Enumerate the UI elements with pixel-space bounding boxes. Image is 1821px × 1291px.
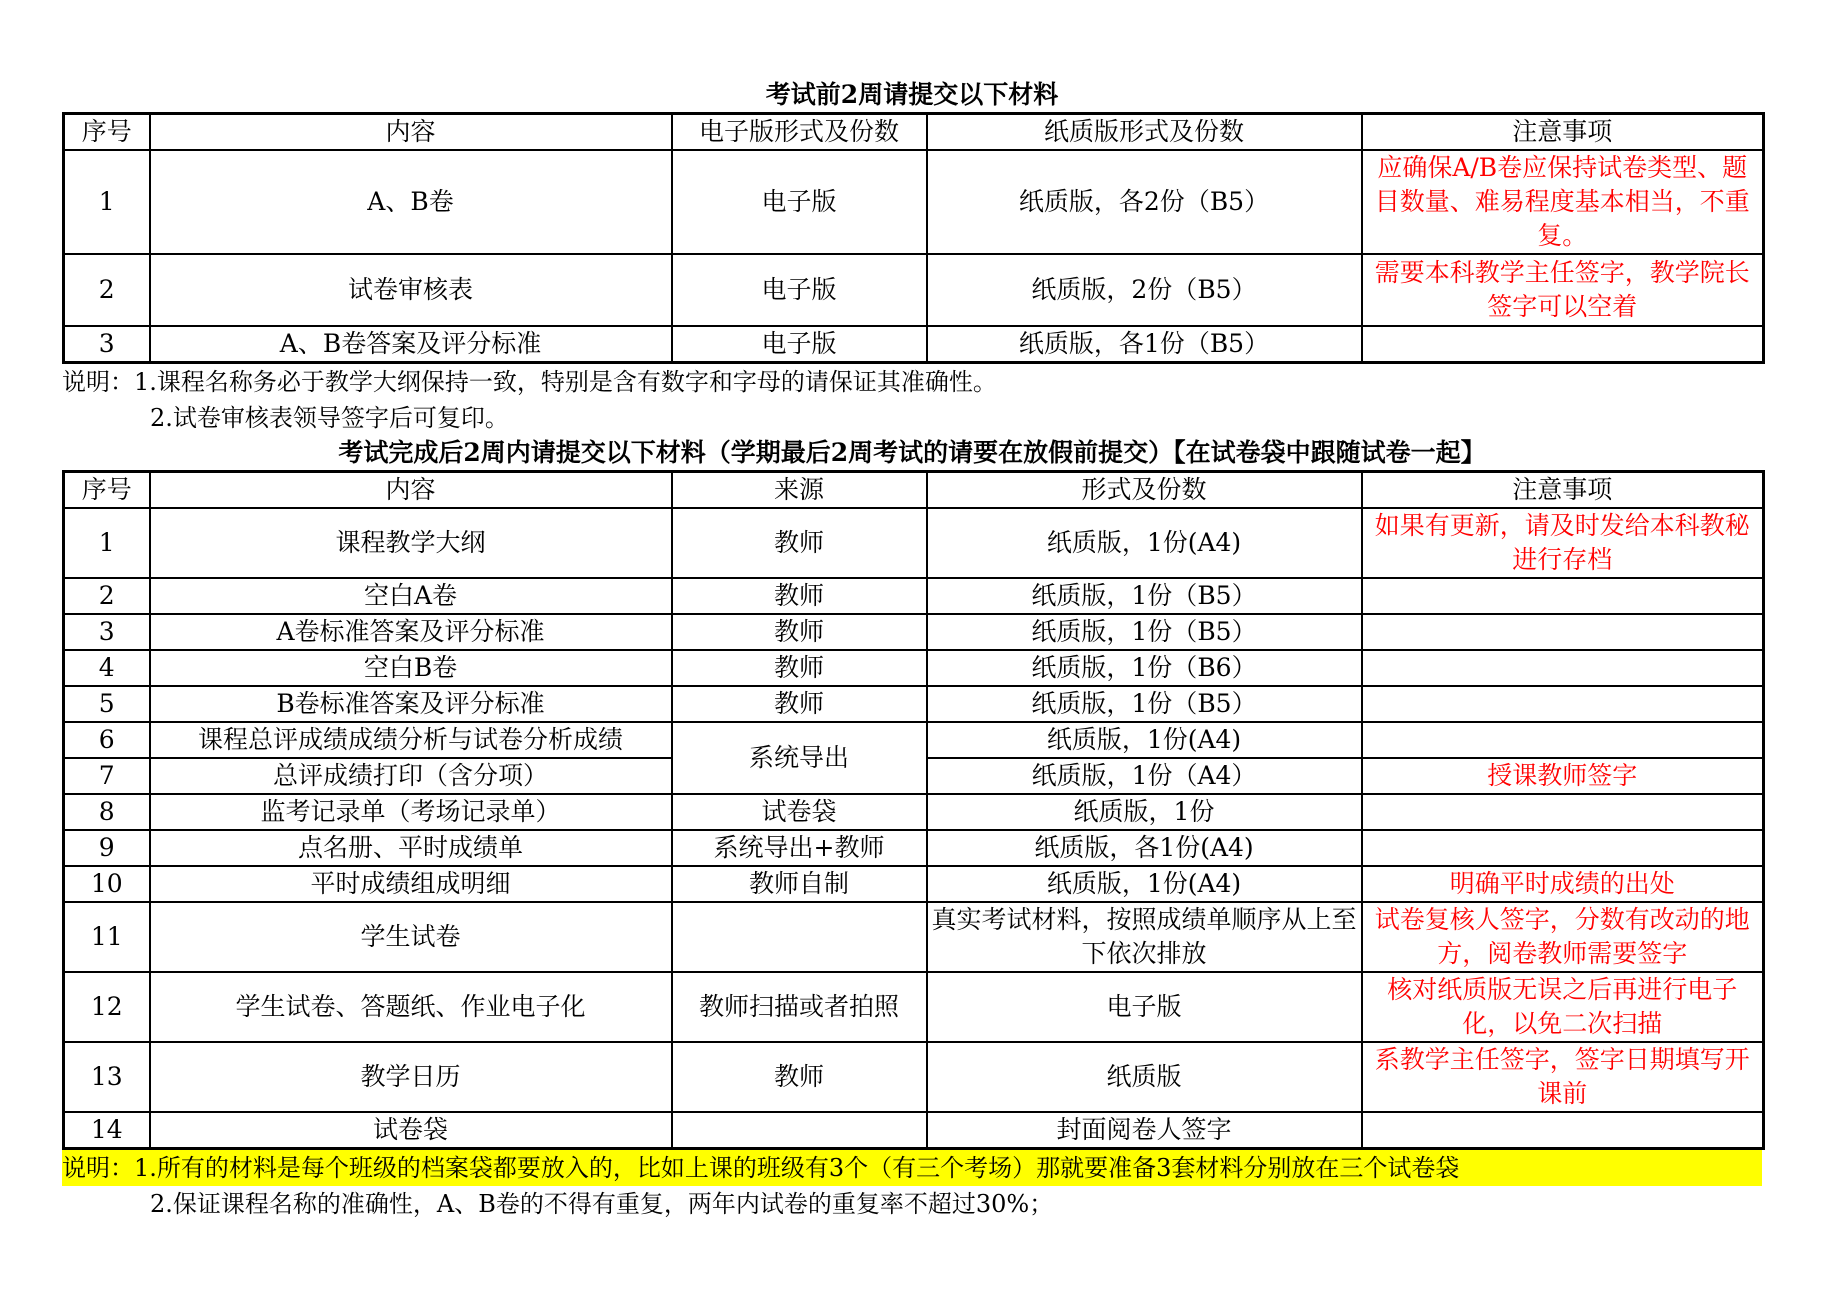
cell-form[interactable]: 纸质版，1份（B5） [927, 686, 1362, 722]
cell-content[interactable]: A卷标准答案及评分标准 [150, 614, 672, 650]
cell-note[interactable]: 试卷复核人签字，分数有改动的地方，阅卷教师需要签字 [1362, 902, 1764, 972]
cell-paper[interactable]: 纸质版，各1份（B5） [927, 326, 1362, 363]
cell-source[interactable] [672, 1112, 927, 1149]
cell-content[interactable]: 试卷袋 [150, 1112, 672, 1149]
cell-note[interactable]: 明确平时成绩的出处 [1362, 866, 1764, 902]
cell-source[interactable] [672, 902, 927, 972]
header-cell[interactable]: 注意事项 [1362, 472, 1764, 509]
cell-paper[interactable]: 纸质版，各2份（B5） [927, 150, 1362, 254]
table-header-row [64, 114, 1764, 151]
cell-form[interactable]: 纸质版，1份（B5） [927, 614, 1362, 650]
table-row [64, 508, 1764, 578]
cell-source[interactable]: 教师 [672, 614, 927, 650]
cell-no[interactable]: 10 [64, 866, 150, 902]
table-row [64, 1112, 1764, 1149]
cell-form[interactable]: 封面阅卷人签字 [927, 1112, 1362, 1149]
cell-note[interactable]: 授课教师签字 [1362, 758, 1764, 794]
cell-note[interactable] [1362, 614, 1764, 650]
cell-note[interactable] [1362, 650, 1764, 686]
cell-form[interactable]: 纸质版，1份(A4) [927, 508, 1362, 578]
header-cell[interactable]: 序号 [64, 472, 150, 509]
cell-note[interactable] [1362, 686, 1764, 722]
table-row [64, 578, 1764, 614]
header-cell[interactable]: 形式及份数 [927, 472, 1362, 509]
header-cell[interactable]: 内容 [150, 472, 672, 509]
cell-no[interactable]: 9 [64, 830, 150, 866]
cell-no[interactable]: 2 [64, 578, 150, 614]
table-row [64, 722, 1764, 758]
cell-source[interactable]: 教师扫描或者拍照 [672, 972, 927, 1042]
section1-table [62, 112, 1765, 364]
cell-source[interactable]: 教师 [672, 578, 927, 614]
header-cell[interactable]: 电子版形式及份数 [672, 114, 927, 151]
cell-content[interactable]: 监考记录单（考场记录单） [150, 794, 672, 830]
cell-note[interactable]: 应确保A/B卷应保持试卷类型、题目数量、难易程度基本相当，不重复。 [1362, 150, 1764, 254]
cell-content[interactable]: B卷标准答案及评分标准 [150, 686, 672, 722]
cell-form[interactable]: 真实考试材料，按照成绩单顺序从上至下依次排放 [927, 902, 1362, 972]
cell-electronic[interactable]: 电子版 [672, 326, 927, 363]
table-row [64, 254, 1764, 326]
cell-content[interactable]: 教学日历 [150, 1042, 672, 1112]
section2-table [62, 470, 1765, 1150]
table-header-row [64, 472, 1764, 509]
cell-note[interactable]: 如果有更新，请及时发给本科教秘进行存档 [1362, 508, 1764, 578]
cell-content[interactable]: 课程总评成绩成绩分析与试卷分析成绩 [150, 722, 672, 758]
remark-label: 说明： [62, 368, 134, 396]
cell-note[interactable]: 核对纸质版无误之后再进行电子化，以免二次扫描 [1362, 972, 1764, 1042]
cell-no[interactable]: 3 [64, 326, 150, 363]
cell-no[interactable]: 13 [64, 1042, 150, 1112]
table-row [64, 866, 1764, 902]
table-row [64, 830, 1764, 866]
section1-title: 考试前2周请提交以下材料 [765, 80, 1059, 109]
cell-no[interactable]: 8 [64, 794, 150, 830]
table-row [64, 1042, 1764, 1112]
cell-paper[interactable]: 纸质版，2份（B5） [927, 254, 1362, 326]
cell-electronic[interactable]: 电子版 [672, 150, 927, 254]
cell-form[interactable]: 纸质版，1份（B6） [927, 650, 1362, 686]
spreadsheet-page [62, 78, 1762, 1222]
cell-note[interactable] [1362, 326, 1764, 363]
cell-content[interactable]: 学生试卷 [150, 902, 672, 972]
cell-form[interactable]: 纸质版，1份（A4） [927, 758, 1362, 794]
cell-source[interactable]: 系统导出+教师 [672, 830, 927, 866]
cell-form[interactable]: 电子版 [927, 972, 1362, 1042]
cell-no[interactable]: 1 [64, 508, 150, 578]
table-row [64, 972, 1764, 1042]
cell-electronic[interactable]: 电子版 [672, 254, 927, 326]
cell-note[interactable] [1362, 722, 1764, 758]
cell-no[interactable]: 2 [64, 254, 150, 326]
cell-source[interactable]: 试卷袋 [672, 794, 927, 830]
cell-content[interactable]: 总评成绩打印（含分项） [150, 758, 672, 794]
cell-no[interactable]: 7 [64, 758, 150, 794]
table-row [64, 614, 1764, 650]
header-cell[interactable]: 内容 [150, 114, 672, 151]
table-row [64, 150, 1764, 254]
cell-no[interactable]: 11 [64, 902, 150, 972]
cell-content[interactable]: 平时成绩组成明细 [150, 866, 672, 902]
header-cell[interactable]: 来源 [672, 472, 927, 509]
cell-note[interactable]: 系教学主任签字，签字日期填写开课前 [1362, 1042, 1764, 1112]
table-row [64, 650, 1764, 686]
cell-form[interactable]: 纸质版 [927, 1042, 1362, 1112]
cell-no[interactable]: 1 [64, 150, 150, 254]
cell-note[interactable] [1362, 1112, 1764, 1149]
cell-source[interactable]: 教师自制 [672, 866, 927, 902]
cell-no[interactable]: 14 [64, 1112, 150, 1149]
header-cell[interactable]: 纸质版形式及份数 [927, 114, 1362, 151]
cell-content[interactable]: A、B卷 [150, 150, 672, 254]
cell-note[interactable] [1362, 830, 1764, 866]
cell-note[interactable] [1362, 578, 1764, 614]
section2-remark-line1 [62, 1150, 1762, 1186]
cell-content[interactable]: 课程教学大纲 [150, 508, 672, 578]
cell-source[interactable]: 教师 [672, 1042, 927, 1112]
remark-text: 2.试卷审核表领导签字后可复印。 [150, 404, 509, 432]
cell-content[interactable]: A、B卷答案及评分标准 [150, 326, 672, 363]
remark-text: 1.课程名称务必于教学大纲保持一致，特别是含有数字和字母的请保证其准确性。 [134, 368, 997, 396]
cell-form[interactable]: 纸质版，1份(A4) [927, 722, 1362, 758]
cell-form[interactable]: 纸质版，1份(A4) [927, 866, 1362, 902]
cell-note[interactable] [1362, 794, 1764, 830]
cell-content[interactable]: 空白B卷 [150, 650, 672, 686]
cell-source[interactable]: 教师 [672, 650, 927, 686]
cell-no[interactable]: 6 [64, 722, 150, 758]
cell-no[interactable]: 3 [64, 614, 150, 650]
table-row [64, 902, 1764, 972]
table-row [64, 326, 1764, 363]
table-row [64, 794, 1764, 830]
cell-no[interactable]: 5 [64, 686, 150, 722]
table-row [64, 686, 1764, 722]
remark-label: 说明： [62, 1154, 134, 1182]
section2-title: 考试完成后2周内请提交以下材料（学期最后2周考试的请要在放假前提交）【在试卷袋中跟随试卷一起】 [338, 438, 1486, 467]
section2-remark-line2 [62, 1186, 1762, 1222]
cell-source-merged[interactable]: 系统导出 [672, 722, 927, 794]
cell-source[interactable]: 教师 [672, 686, 927, 722]
cell-content[interactable]: 空白A卷 [150, 578, 672, 614]
cell-content[interactable]: 试卷审核表 [150, 254, 672, 326]
cell-source[interactable]: 教师 [672, 508, 927, 578]
section1-remark-line1 [62, 364, 1762, 400]
cell-note[interactable]: 需要本科教学主任签字，教学院长签字可以空着 [1362, 254, 1764, 326]
cell-no[interactable]: 12 [64, 972, 150, 1042]
cell-form[interactable]: 纸质版，1份（B5） [927, 578, 1362, 614]
section1-remark-line2 [62, 400, 1762, 436]
cell-form[interactable]: 纸质版，1份 [927, 794, 1362, 830]
remark-text: 2.保证课程名称的准确性，A、B卷的不得有重复，两年内试卷的重复率不超过30%； [150, 1190, 1054, 1218]
cell-content[interactable]: 点名册、平时成绩单 [150, 830, 672, 866]
cell-form[interactable]: 纸质版，各1份(A4) [927, 830, 1362, 866]
cell-content[interactable]: 学生试卷、答题纸、作业电子化 [150, 972, 672, 1042]
remark-text: 1.所有的材料是每个班级的档案袋都要放入的，比如上课的班级有3个（有三个考场）那就要准备3套材料分别放在三个试卷袋 [134, 1154, 1460, 1182]
header-cell[interactable]: 注意事项 [1362, 114, 1764, 151]
cell-no[interactable]: 4 [64, 650, 150, 686]
header-cell[interactable]: 序号 [64, 114, 150, 151]
